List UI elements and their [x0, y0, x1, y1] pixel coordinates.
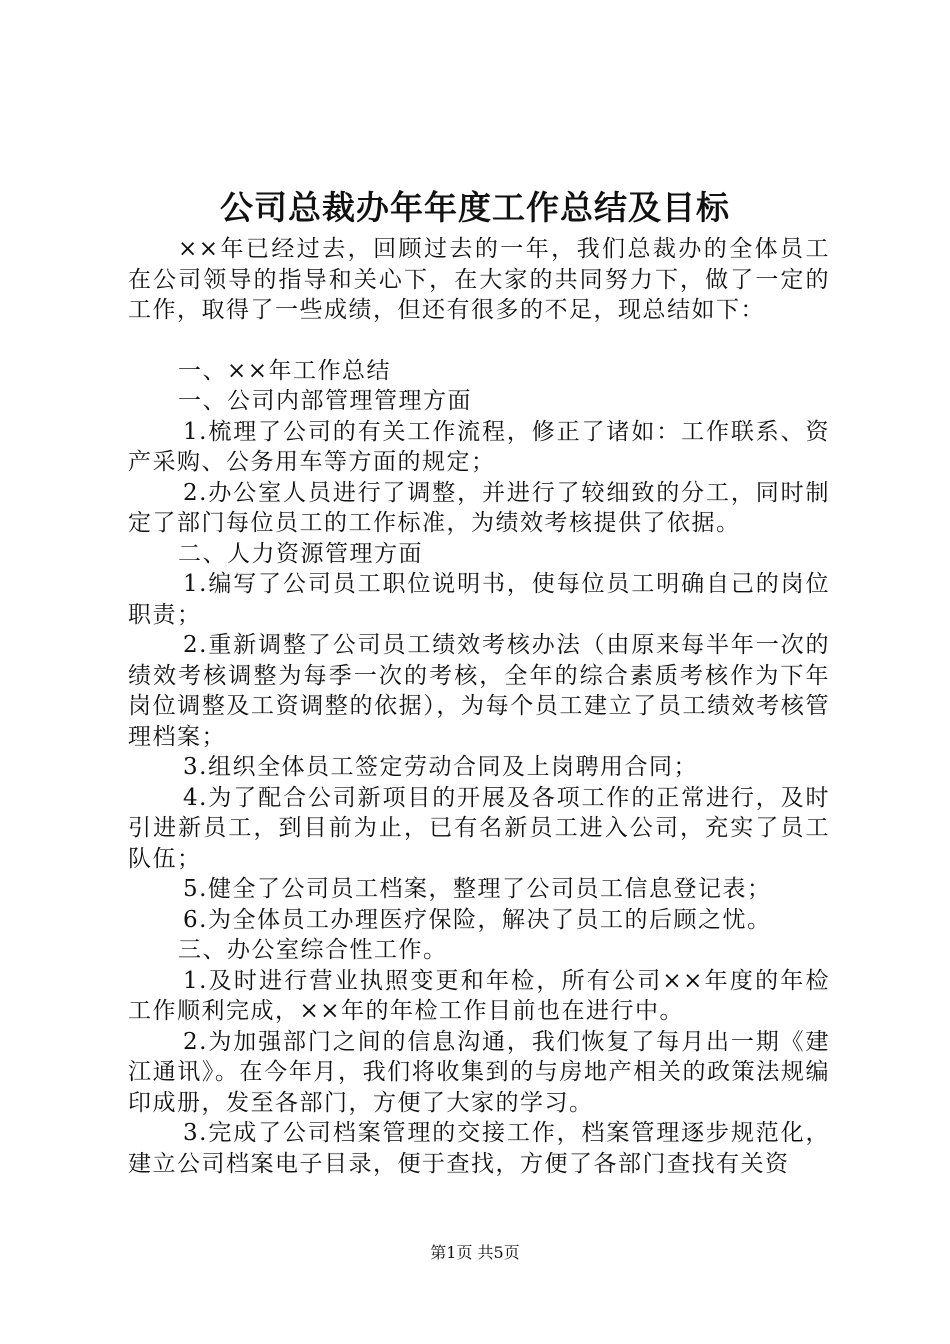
part-heading: 一、××年工作总结	[178, 357, 392, 384]
list-item: 1.编写了公司员工职位说明书，使每位员工明确自己的岗位职责；	[128, 571, 830, 628]
list-item: 3.组织全体员工签定劳动合同及上岗聘用合同；	[183, 754, 698, 780]
list-item: 1.及时进行营业执照变更和年检，所有公司××年度的年检工作顺利完成，××年的年检工作目前也在进行中。	[128, 967, 830, 1024]
document-body	[128, 234, 830, 1179]
intro-paragraph: ××年已经过去，回顾过去的一年，我们总裁办的全体员工在公司领导的指导和关心下，在大家的共同努力下，做了一定的工作，取得了一些成绩，但还有很多的不足，现总结如下：	[128, 236, 830, 323]
section-heading-internal-management: 一、公司内部管理管理方面	[178, 388, 472, 414]
list-item: 6.为全体员工办理医疗保险，解决了员工的后顾之忧。	[183, 906, 772, 933]
list-item: 4.为了配合公司新项目的开展及各项工作的正常进行，及时引进新员工，到目前为止，已有名新员工进入公司，充实了员工队伍；	[128, 784, 830, 872]
page-number: 第1页 共5页	[430, 1243, 520, 1262]
list-item: 1.梳理了公司的有关工作流程，修正了诸如：工作联系、资产采购、公务用车等方面的规定；	[128, 418, 830, 475]
list-item: 5.健全了公司员工档案，整理了公司员工信息登记表；	[183, 876, 772, 902]
list-item: 3.完成了公司档案管理的交接工作，档案管理逐步规范化，建立公司档案电子目录，便于查找，方便了各部门查找有关资	[128, 1120, 830, 1177]
list-item: 2.办公室人员进行了调整，并进行了较细致的分工，同时制定了部门每位员工的工作标准，为绩效考核提供了依据。	[128, 479, 830, 536]
section-heading-office-work: 三、办公室综合性工作。	[178, 937, 448, 963]
document-title: 公司总裁办年年度工作总结及目标	[220, 188, 730, 227]
list-item: 2.为加强部门之间的信息沟通，我们恢复了每月出一期《建江通讯》。在今年月，我们将收集到的与房地产相关的政策法规编印成册，发至各部门，方便了大家的学习。	[128, 1028, 830, 1116]
paragraph-gap	[128, 326, 830, 356]
list-item: 2.重新调整了公司员工绩效考核办法（由原来每半年一次的绩效考核调整为每季一次的考核，全年的综合素质考核作为下年岗位调整及工资调整的依据），为每个员工建立了员工绩效考核管理档案；	[128, 632, 830, 750]
section-heading-human-resources: 二、人力资源管理方面	[178, 540, 423, 567]
